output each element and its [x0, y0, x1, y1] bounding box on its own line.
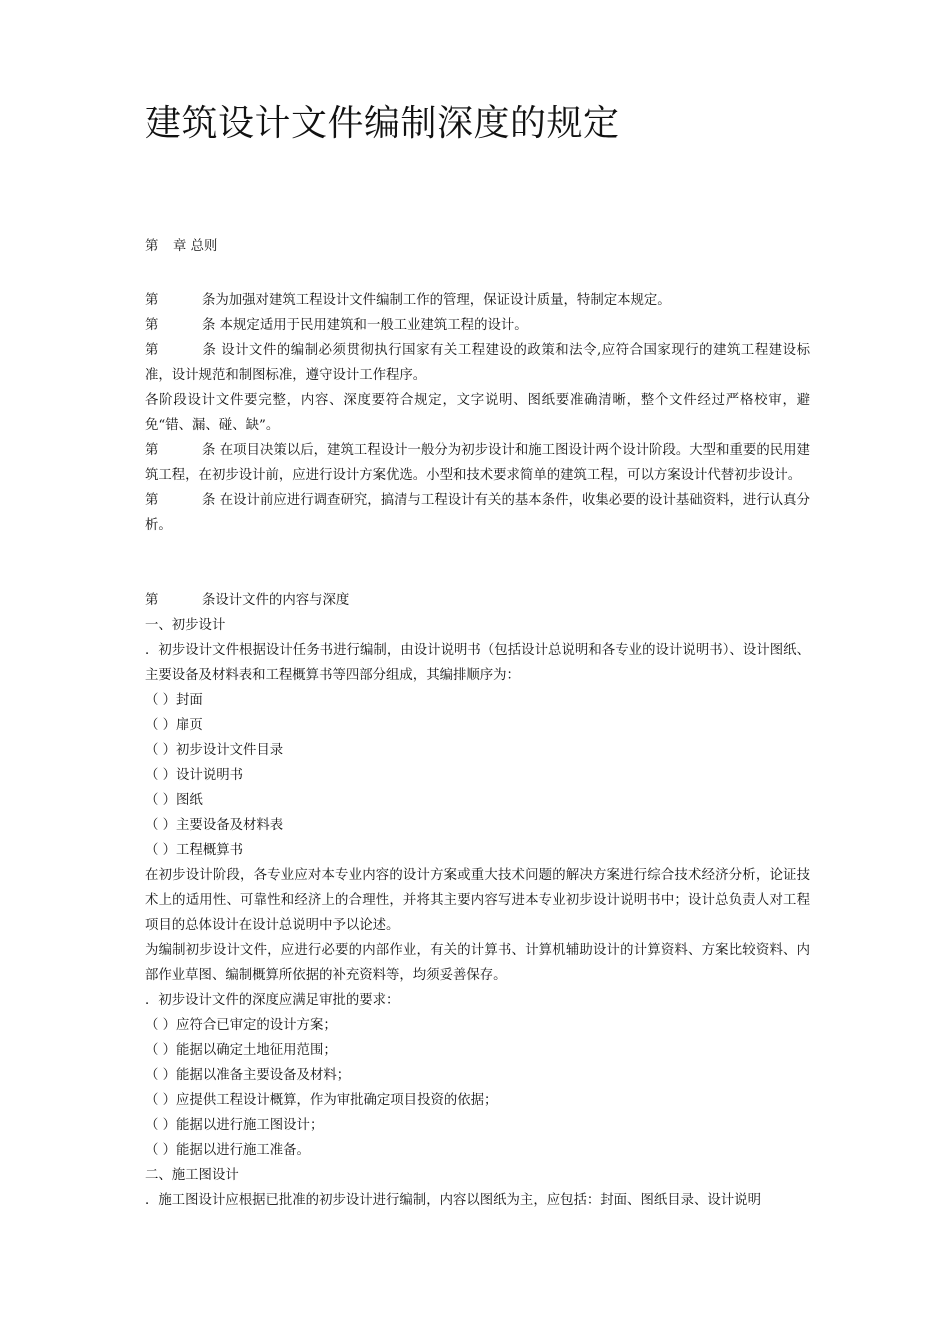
- article-paragraph: [145, 438, 810, 488]
- article-paragraph: [145, 588, 810, 613]
- article-paragraph: [145, 338, 810, 388]
- list-item: （ ）扉页: [145, 718, 203, 733]
- list-item: （ ）能据以确定土地征用范围；: [145, 1043, 337, 1058]
- article-text: 条为加强对建筑工程设计文件编制工作的管理，保证设计质量，特制定本规定。: [202, 293, 671, 308]
- article-paragraph: [145, 313, 810, 338]
- article-label: 第: [145, 493, 159, 508]
- article-label: 第: [145, 593, 159, 608]
- numbered-item: ．初步设计文件根据设计任务书进行编制，由设计说明书（包括设计总说明和各专业的设计说明书）、设计图纸、主要设备及材料表和工程概算书等四部分组成，其编排顺序为：: [145, 643, 810, 683]
- numbered-item: ．初步设计文件的深度应满足审批的要求：: [145, 993, 400, 1008]
- article-text: 条 在项目决策以后，建筑工程设计一般分为初步设计和施工图设计两个设计阶段。大型和重要的民用建筑工程，在初步设计前，应进行设计方案优选。小型和技术要求简单的建筑工程，可以方案设计代替初步设计。: [145, 443, 810, 483]
- article-text: 条设计文件的内容与深度: [202, 593, 350, 608]
- body-paragraph: 为编制初步设计文件，应进行必要的内部作业，有关的计算书、计算机辅助设计的计算资料、方案比较资料、内部作业草图、编制概算所依据的补充资料等，均须妥善保存。: [145, 943, 810, 983]
- list-item: （ ）初步设计文件目录: [145, 743, 284, 758]
- article-label: 第: [145, 293, 159, 308]
- chapter-title: 章 总则: [173, 239, 218, 254]
- body-paragraph: 在初步设计阶段，各专业应对本专业内容的设计方案或重大技术问题的解决方案进行综合技术经济分析，论证技术上的适用性、可靠性和经济上的合理性，并将其主要内容写进本专业初步设计说明书中；设计总负责人对工程项目的总体设计在设计总说明中予以论述。: [145, 868, 810, 933]
- article-paragraph: [145, 288, 810, 313]
- list-item: （ ）能据以准备主要设备及材料；: [145, 1068, 351, 1083]
- article-label: 第: [145, 343, 159, 358]
- list-item: （ ）应符合已审定的设计方案；: [145, 1018, 337, 1033]
- article-label: 第: [145, 318, 159, 333]
- list-item: （ ）图纸: [145, 793, 203, 808]
- subsection-heading: 二、施工图设计: [145, 1168, 239, 1183]
- document-body: [145, 234, 810, 1213]
- list-item: （ ）封面: [145, 693, 203, 708]
- numbered-item: ．施工图设计应根据已批准的初步设计进行编制，内容以图纸为主，应包括：封面、图纸目录、设计说明: [145, 1193, 761, 1208]
- list-item: （ ）主要设备及材料表: [145, 818, 284, 833]
- subsection-heading: 一、初步设计: [145, 618, 226, 633]
- chapter-label: 第: [145, 239, 159, 254]
- list-item: （ ）能据以进行施工准备。: [145, 1143, 310, 1158]
- body-paragraph: 各阶段设计文件要完整，内容、深度要符合规定，文字说明、图纸要准确清晰，整个文件经过严格校审，避免“错、漏、碰、缺”。: [145, 393, 810, 433]
- list-item: （ ）设计说明书: [145, 768, 243, 783]
- article-text: 条 在设计前应进行调查研究，搞清与工程设计有关的基本条件，收集必要的设计基础资料，进行认真分析。: [145, 493, 810, 533]
- article-text: 条 本规定适用于民用建筑和一般工业建筑工程的设计。: [202, 318, 528, 333]
- article-paragraph: [145, 488, 810, 538]
- list-item: （ ）能据以进行施工图设计；: [145, 1118, 324, 1133]
- document-title: 建筑设计文件编制深度的规定: [145, 103, 620, 144]
- spacer: [145, 259, 810, 288]
- list-item: （ ）应提供工程设计概算，作为审批确定项目投资的依据；: [145, 1093, 498, 1108]
- chapter-heading: [145, 234, 810, 259]
- list-item: （ ）工程概算书: [145, 843, 243, 858]
- spacer: [145, 538, 810, 588]
- article-label: 第: [145, 443, 159, 458]
- article-text: 条 设计文件的编制必须贯彻执行国家有关工程建设的政策和法令,应符合国家现行的建筑工程建设标准，设计规范和制图标准，遵守设计工作程序。: [145, 343, 810, 383]
